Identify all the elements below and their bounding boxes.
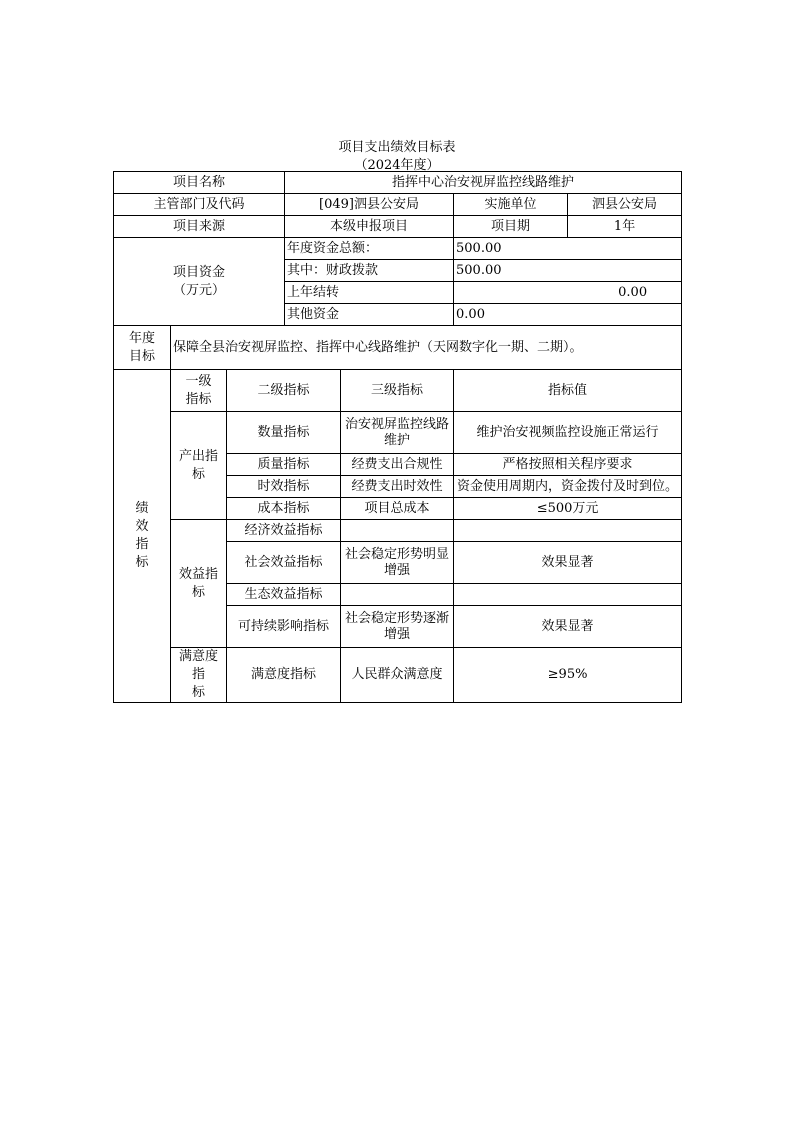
header-value: 指标值 xyxy=(454,370,682,412)
satisfaction-value: ≥95% xyxy=(454,648,682,703)
header-level1-line1: 一级 xyxy=(185,373,212,389)
performance-label xyxy=(114,370,171,703)
period-label: 项目期 xyxy=(454,216,568,238)
benefit-level2-social: 社会效益指标 xyxy=(227,542,341,584)
satisfaction-level3: 人民群众满意度 xyxy=(341,648,454,703)
benefit-value-sustainable: 效果显著 xyxy=(454,606,682,648)
benefit-level3-social-line2: 增强 xyxy=(384,562,411,578)
benefit-level3-sustainable-line1: 社会稳定形势逐渐 xyxy=(345,610,450,626)
funds-label-line2: （万元） xyxy=(173,282,226,298)
impl-unit-label: 实施单位 xyxy=(454,194,568,216)
table-row xyxy=(114,194,682,216)
output-level3-quantity-line2: 维护 xyxy=(384,432,411,448)
satisfaction-level1-line1: 满意度指 xyxy=(178,649,218,682)
fund-total-label: 年度资金总额： xyxy=(285,238,454,260)
table-row xyxy=(114,216,682,238)
table-row xyxy=(114,648,682,703)
satisfaction-level1-line2: 标 xyxy=(191,685,205,700)
output-value-cost: ≤500万元 xyxy=(454,498,682,520)
period-value: 1年 xyxy=(568,216,682,238)
annual-goal-label-line1: 年度 xyxy=(128,330,155,346)
header-level3: 三级指标 xyxy=(341,370,454,412)
performance-label-char: 标 xyxy=(135,555,149,570)
annual-goal-text: 保障全县治安视屏监控、指挥中心线路维护（天网数字化一期、二期）。 xyxy=(171,326,682,370)
funds-label-line1: 项目资金 xyxy=(173,264,226,280)
header-level2: 二级指标 xyxy=(227,370,341,412)
project-name-label: 项目名称 xyxy=(114,172,285,194)
benefit-level3-social xyxy=(341,542,454,584)
table-row xyxy=(114,326,682,370)
output-level3-cost: 项目总成本 xyxy=(341,498,454,520)
output-level2-quality: 质量指标 xyxy=(227,454,341,476)
benefit-level3-economic xyxy=(341,520,454,542)
output-level3-quantity-line1: 治安视屏监控线路 xyxy=(345,416,450,432)
output-level1: 产出指标 xyxy=(171,412,227,520)
benefit-value-economic xyxy=(454,520,682,542)
benefit-value-ecological xyxy=(454,584,682,606)
output-level2-cost: 成本指标 xyxy=(227,498,341,520)
dept-label: 主管部门及代码 xyxy=(114,194,285,216)
benefit-level2-ecological: 生态效益指标 xyxy=(227,584,341,606)
benefit-level2-sustainable: 可持续影响指标 xyxy=(227,606,341,648)
dept-value: [049]泗县公安局 xyxy=(285,194,454,216)
table-row xyxy=(114,238,682,260)
fund-other-value: 0.00 xyxy=(454,304,682,326)
output-value-timeliness: 资金使用周期内，资金拨付及时到位。 xyxy=(454,476,682,498)
output-level3-quantity xyxy=(341,412,454,454)
fund-fiscal-value: 500.00 xyxy=(454,260,682,282)
benefit-level3-sustainable-line2: 增强 xyxy=(384,626,411,642)
funds-label xyxy=(114,238,285,326)
fund-carryover-label: 上年结转 xyxy=(285,282,454,304)
fund-fiscal-label: 其中：财政拨款 xyxy=(285,260,454,282)
benefit-level1: 效益指标 xyxy=(171,520,227,648)
table-row xyxy=(114,172,682,194)
table-row xyxy=(114,520,682,542)
fund-carryover-value: 0.00 xyxy=(454,282,682,304)
table-row xyxy=(114,370,682,412)
benefit-level2-economic: 经济效益指标 xyxy=(227,520,341,542)
project-name-value: 指挥中心治安视屏监控线路维护 xyxy=(285,172,682,194)
fund-other-label: 其他资金 xyxy=(285,304,454,326)
performance-label-char: 指 xyxy=(135,537,149,552)
source-value: 本级申报项目 xyxy=(285,216,454,238)
output-level3-quality: 经费支出合规性 xyxy=(341,454,454,476)
benefit-level3-ecological xyxy=(341,584,454,606)
page-title: 项目支出绩效目标表 xyxy=(338,140,456,155)
output-level2-timeliness: 时效指标 xyxy=(227,476,341,498)
table-row xyxy=(114,412,682,454)
header-level1 xyxy=(171,370,227,412)
header-level1-line2: 指标 xyxy=(185,391,212,407)
performance-target-table xyxy=(113,171,682,703)
output-value-quantity: 维护治安视频监控设施正常运行 xyxy=(454,412,682,454)
benefit-value-social: 效果显著 xyxy=(454,542,682,584)
performance-label-char: 效 xyxy=(135,519,149,534)
satisfaction-level2: 满意度指标 xyxy=(227,648,341,703)
performance-label-char: 绩 xyxy=(135,501,149,516)
output-value-quality: 严格按照相关程序要求 xyxy=(454,454,682,476)
output-level2-quantity: 数量指标 xyxy=(227,412,341,454)
annual-goal-label xyxy=(114,326,171,370)
satisfaction-level1 xyxy=(171,648,227,703)
benefit-level3-sustainable xyxy=(341,606,454,648)
benefit-level3-social-line1: 社会稳定形势明显 xyxy=(345,546,450,562)
output-level3-timeliness: 经费支出时效性 xyxy=(341,476,454,498)
impl-unit-value: 泗县公安局 xyxy=(568,194,682,216)
source-label: 项目来源 xyxy=(114,216,285,238)
page-subtitle: （2024年度） xyxy=(354,158,440,173)
fund-total-value: 500.00 xyxy=(454,238,682,260)
annual-goal-label-line2: 目标 xyxy=(128,348,155,364)
